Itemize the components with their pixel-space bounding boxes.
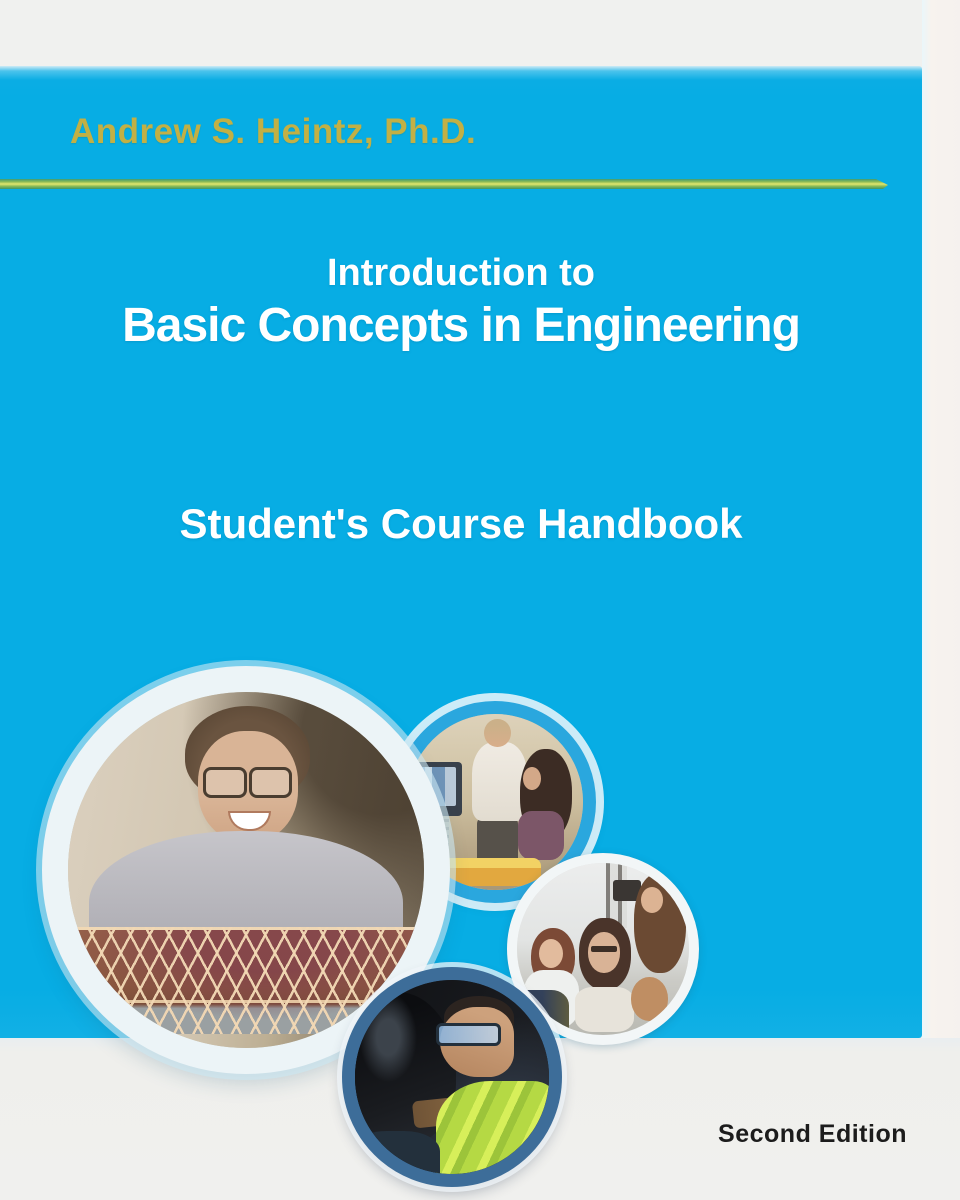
decorative-rule xyxy=(0,179,888,189)
eyeglasses xyxy=(203,767,292,792)
paper-margin-right xyxy=(922,0,960,1040)
student-right-hair xyxy=(634,873,686,973)
student-face xyxy=(523,767,541,790)
title-line-2: Basic Concepts in Engineering xyxy=(122,298,800,352)
edition-label: Second Edition xyxy=(718,1120,907,1148)
title-block xyxy=(0,253,922,353)
student-shirt xyxy=(518,811,564,860)
dark-sleeve xyxy=(355,1131,440,1174)
subtitle: Student's Course Handbook xyxy=(179,500,743,547)
photo-circle-safety-vest-student xyxy=(342,967,562,1187)
student-center-glasses xyxy=(591,946,617,952)
author-name: Andrew S. Heintz, Ph.D. xyxy=(70,112,477,151)
teacher-white-shirt xyxy=(472,742,527,821)
student-center-face xyxy=(588,932,621,973)
safety-vest-photo xyxy=(355,980,549,1174)
neon-safety-vest xyxy=(436,1081,549,1174)
safety-glasses xyxy=(436,1023,500,1046)
student-center-shirt xyxy=(575,987,633,1032)
title-line-1: Introduction to xyxy=(326,252,596,294)
teacher-head xyxy=(484,719,510,747)
student-right-face xyxy=(641,887,663,913)
student-bottom-face xyxy=(631,977,669,1022)
